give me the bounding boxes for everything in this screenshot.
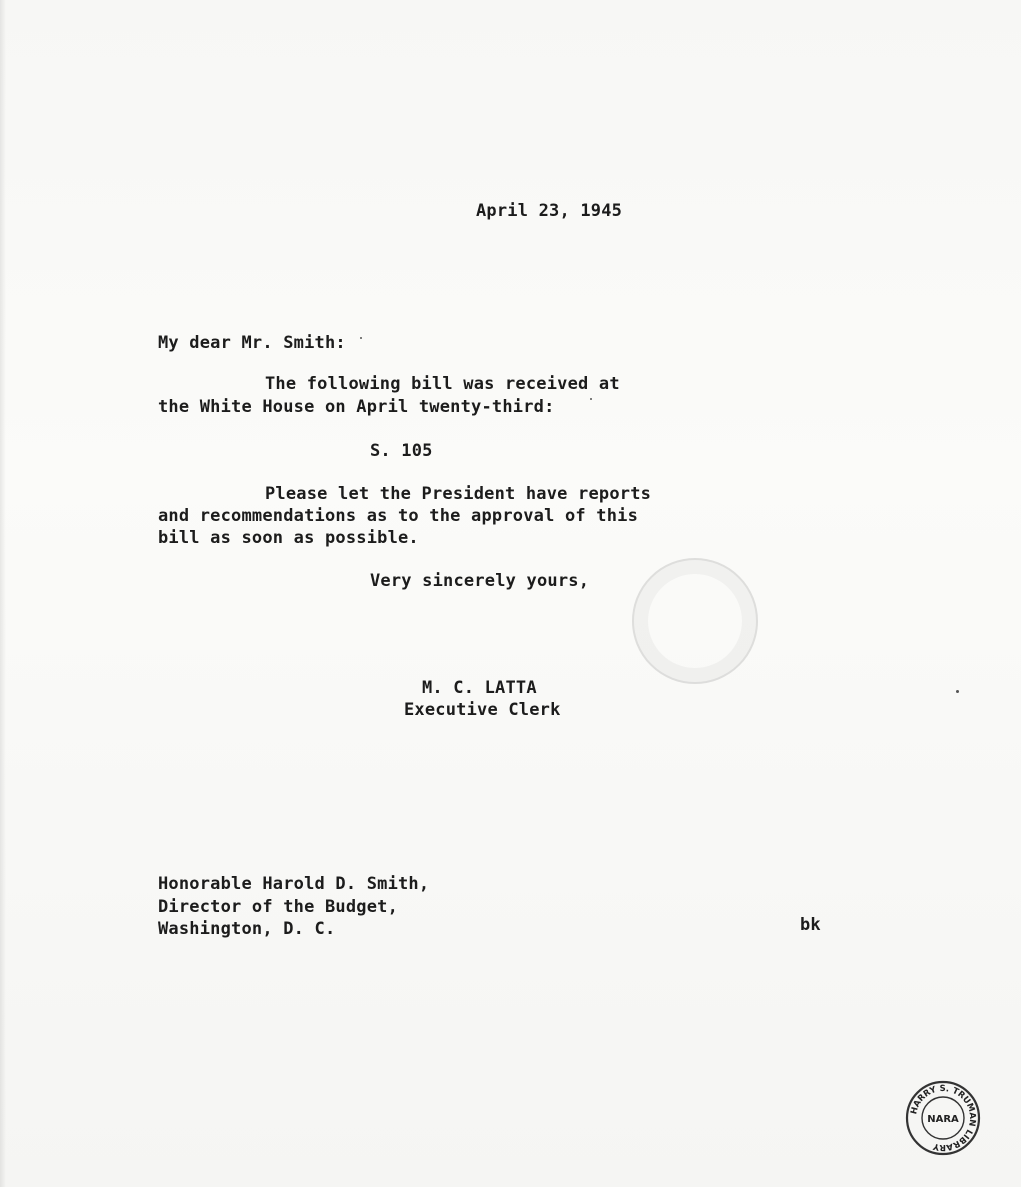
bill-number: S. 105 — [370, 441, 433, 461]
signer-title: Executive Clerk — [404, 700, 561, 720]
signer-name: M. C. LATTA — [422, 678, 537, 698]
stamp-ring-text: HARRY S. TRUMAN LIBRARY — [909, 1083, 978, 1153]
paper-speck — [360, 337, 362, 339]
recipient-line-3: Washington, D. C. — [158, 919, 336, 939]
recipient-line-1: Honorable Harold D. Smith, — [158, 874, 430, 894]
stamp-seal-icon — [905, 1080, 981, 1156]
closing: Very sincerely yours, — [370, 571, 590, 591]
recipient-line-2: Director of the Budget, — [158, 897, 399, 917]
body-line-3: Please let the President have reports — [265, 484, 652, 504]
body-line-4: and recommendations as to the approval of this — [158, 506, 639, 526]
body-line-1: The following bill was received at — [265, 374, 620, 394]
typist-initials: bk — [800, 915, 821, 935]
paper-speck — [590, 398, 592, 400]
body-line-5: bill as soon as possible. — [158, 528, 419, 548]
paper-speck — [956, 690, 959, 693]
letter-date: April 23, 1945 — [476, 201, 623, 221]
salutation: My dear Mr. Smith: — [158, 333, 346, 353]
stamp-center-text: NARA — [927, 1114, 959, 1125]
body-line-2: the White House on April twenty-third: — [158, 397, 555, 417]
truman-library-stamp — [905, 1080, 981, 1156]
faded-library-stamp — [632, 558, 758, 684]
paper-edge-shadow — [0, 0, 6, 1187]
